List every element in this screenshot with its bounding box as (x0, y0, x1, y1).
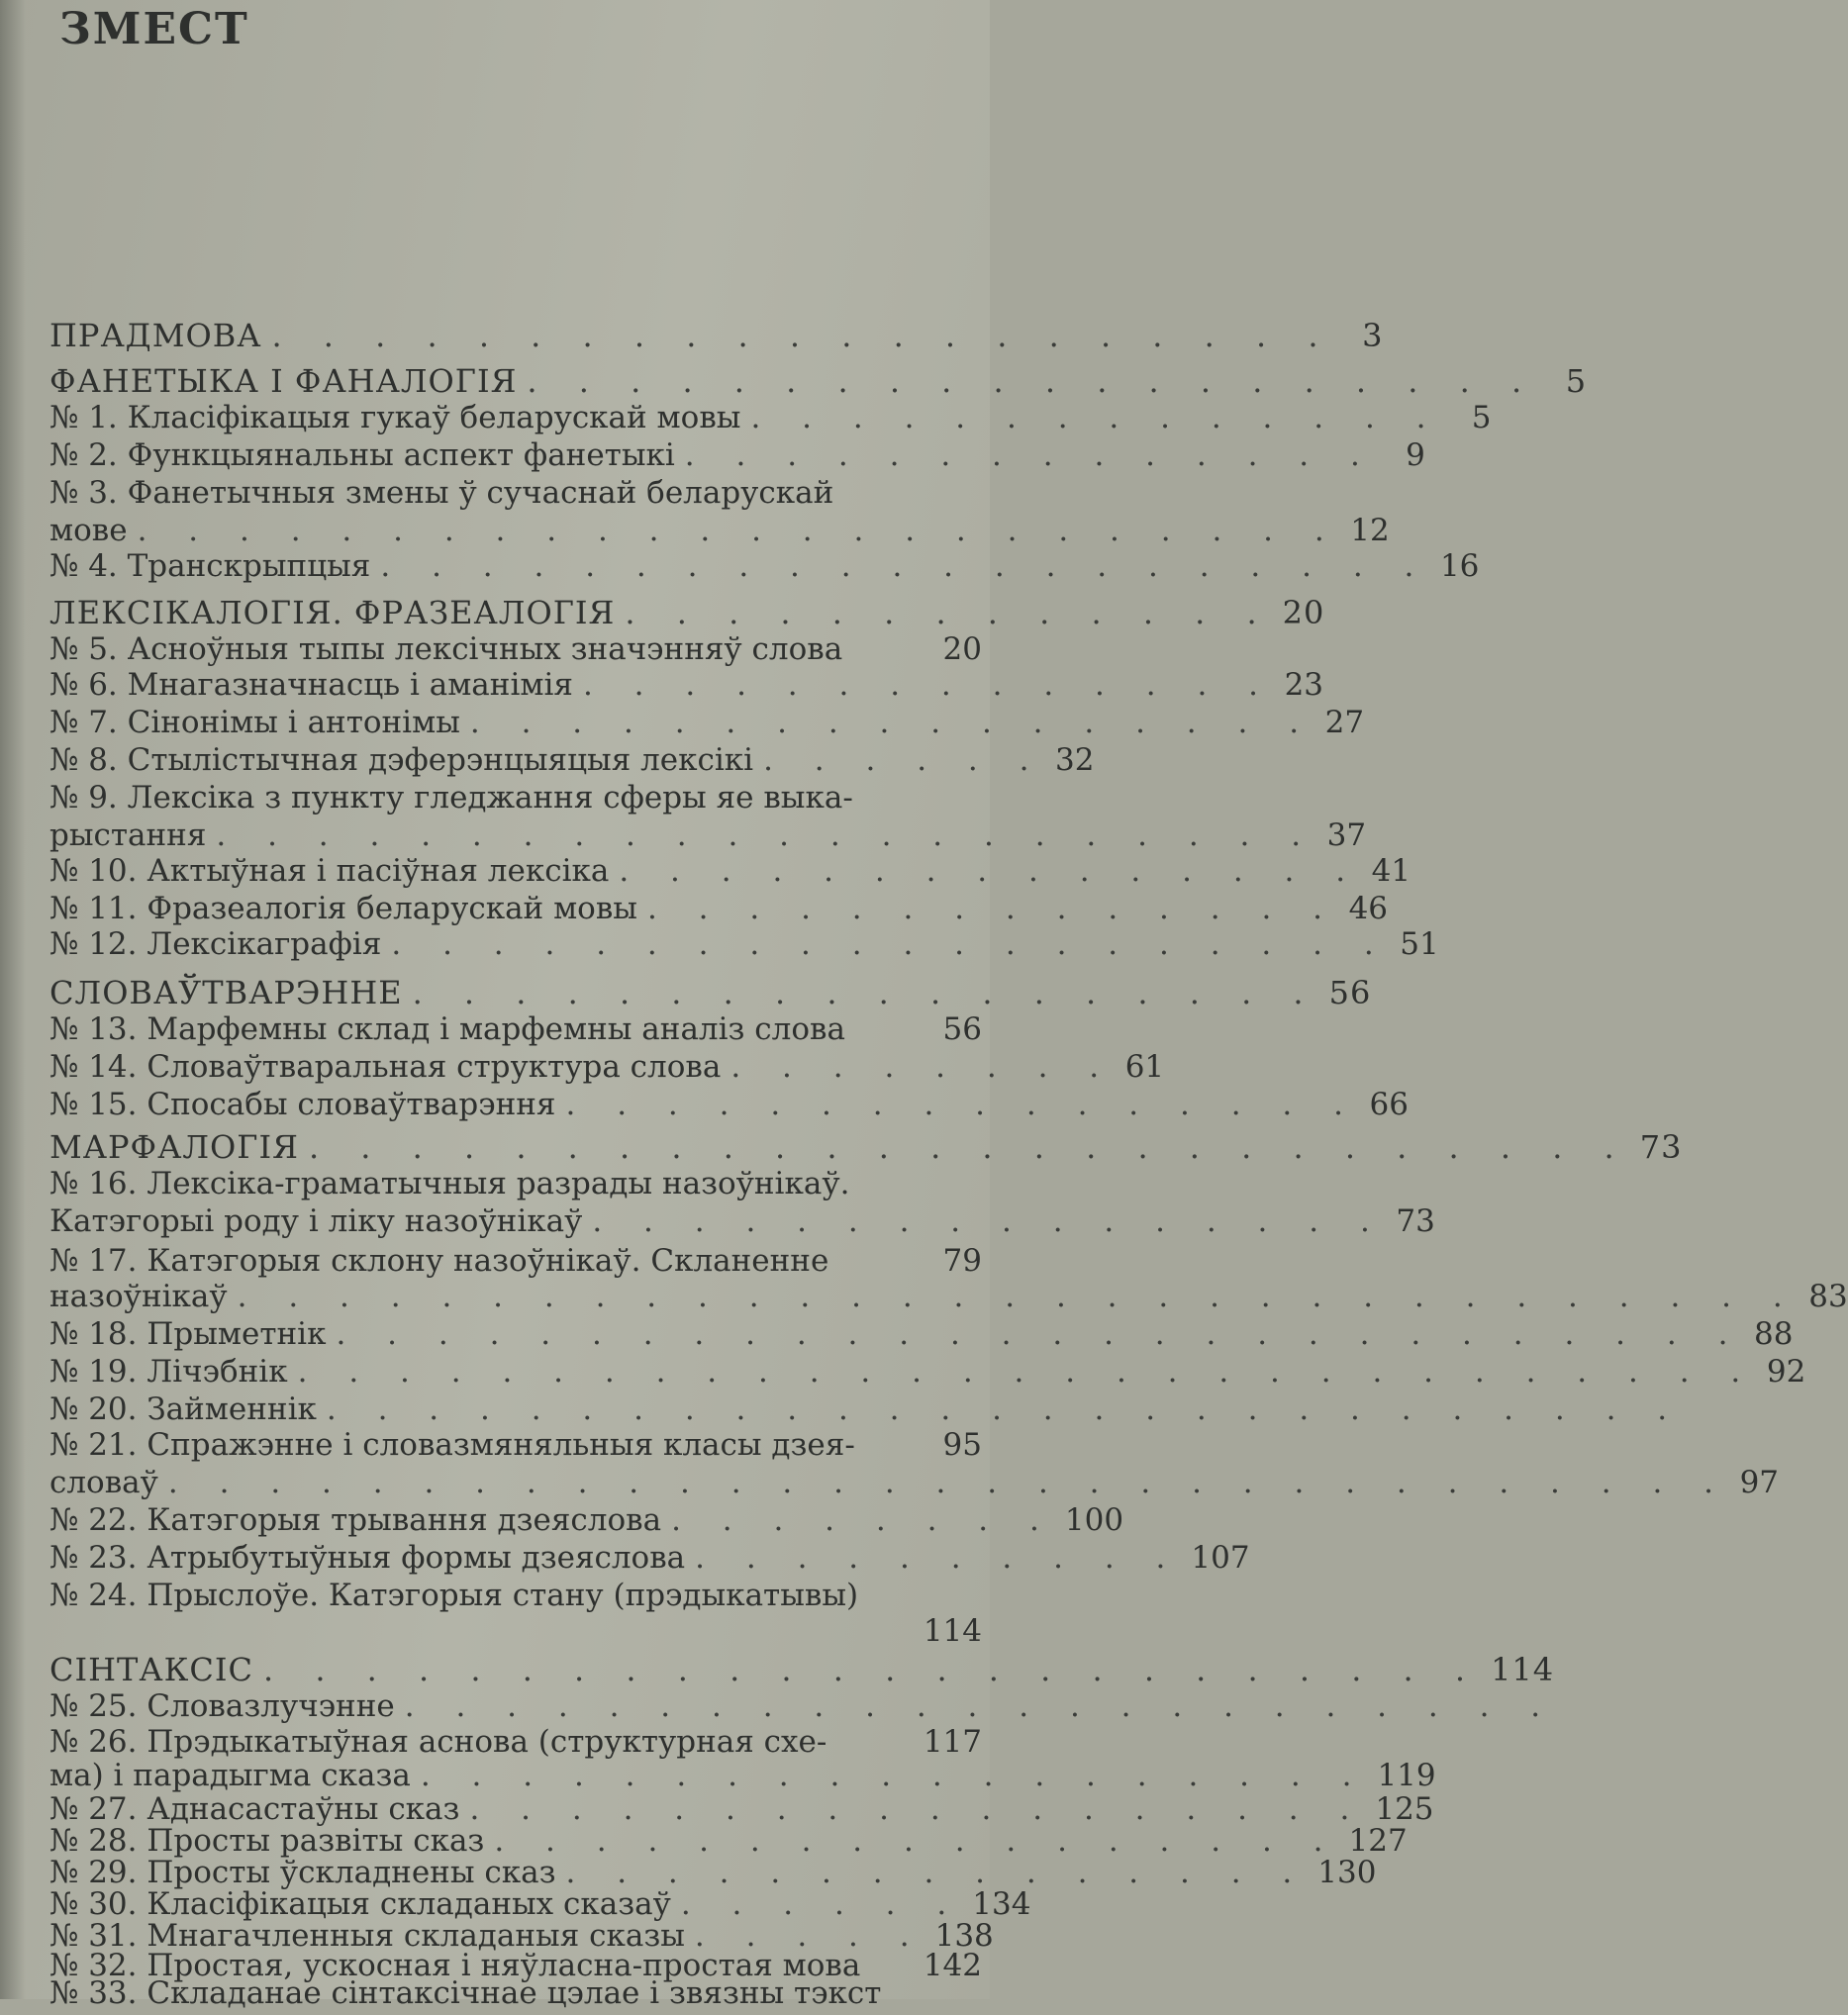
dot-leader: . . . . . . . . . . . . . . . . . . . . (391, 926, 1390, 962)
toc-line (49, 1578, 982, 1617)
toc-page-number: 5 (1471, 400, 1492, 435)
toc-line (49, 1540, 1250, 1580)
dot-leader: . . . . . . (680, 1886, 963, 1922)
dot-leader: . . . . . (694, 1918, 925, 1954)
toc-entry-title: № 10. Актыўная і пасіўная лексіка (49, 853, 610, 889)
toc-entry-title: № 4. Транскрыпцыя (49, 548, 371, 584)
toc-line (49, 1279, 1848, 1318)
dot-leader: . . . . . . . . . . . . . . . . . . . (420, 1758, 1368, 1793)
toc-line (49, 1128, 1683, 1168)
toc-entry-title: № 5. Асноўныя тыпы лексічных значэнняў слова (49, 631, 843, 667)
toc-entry-title: № 7. Сінонімы і антонімы (49, 705, 460, 740)
toc-page-number: 20 (942, 631, 982, 667)
toc-entry-title: Катэгорыі роду і ліку назоўнікаў (49, 1203, 583, 1239)
toc-page-number: 16 (1439, 548, 1480, 584)
toc-entry-title: № 23. Атрыбутыўныя формы дзеяслова (49, 1540, 686, 1576)
toc-entry-title: № 28. Просты развіты сказ (49, 1823, 485, 1859)
toc-entry-title: № 22. Катэгорыя трывання дзеяслова (49, 1502, 662, 1538)
toc-entry-title: № 20. Займеннік (49, 1391, 317, 1427)
dot-leader: . . . . . . . . . . . . . . . . . . . . . . . (404, 1688, 1557, 1724)
toc-entry-title: № 8. Стылістычная дэферэнцыяцыя лексікі (49, 742, 754, 778)
toc-entry-title: словаў (49, 1465, 158, 1500)
toc-page-number: 20 (1282, 594, 1325, 631)
toc-entry-title: № 32. Простая, ускосная і няўласна-простая мова (49, 1948, 861, 1983)
dot-leader: . . . . . . . . . . (695, 1540, 1182, 1576)
dot-leader: . . . . . . . . . . . . . . . . . . . . . . . . . . . . . . . (237, 1279, 1799, 1314)
toc-line (49, 594, 1325, 633)
toc-line (49, 1502, 1124, 1542)
toc-line (49, 1427, 982, 1467)
toc-entry-title: № 31. Мнагачленныя складаныя сказы (49, 1918, 685, 1954)
toc-entry-title: № 1. Класіфікацыя гукаў беларускай мовы (49, 400, 741, 435)
toc-page-number: 127 (1348, 1823, 1408, 1859)
toc-entry-title: рыстання (49, 817, 207, 853)
toc-entry-title: СІНТАКСІС (49, 1651, 253, 1688)
toc-page-number: 41 (1371, 853, 1411, 889)
toc-entry-title: № 33. Складанае сінтаксічнае цэлае і звязны тэкст (49, 1975, 882, 2011)
toc-line (49, 1087, 1409, 1126)
toc-line (49, 400, 1492, 439)
toc-page-number: 23 (1284, 667, 1324, 703)
toc-line (49, 1688, 1557, 1728)
dot-leader: . . . . . . . . . . . . . . (750, 400, 1442, 435)
dot-leader: . . . . . . . . . . . . . . . (565, 1855, 1309, 1890)
toc-page-number: 100 (1064, 1502, 1124, 1538)
toc-line (49, 1391, 1684, 1431)
toc-entry-title: № 16. Лексіка-граматычныя разрады назоўнікаў. (49, 1166, 850, 1201)
toc-page-number: 27 (1324, 705, 1365, 740)
dot-leader: . . . . . . . . . . . . . . (684, 437, 1376, 473)
toc-page-number: 56 (942, 1011, 982, 1047)
toc-line (49, 742, 1095, 782)
toc-line (49, 1651, 1555, 1690)
toc-entry-title: № 19. Лічэбнік (49, 1354, 288, 1390)
dot-leader: . . . . . . . . . . . . . . . . . . . . . . . . . . . (326, 1391, 1684, 1427)
toc-line (49, 974, 1372, 1013)
toc-entry-title: ЛЕКСІКАЛОГІЯ. ФРАЗЕАЛОГІЯ (49, 594, 616, 631)
toc-page-number: 117 (923, 1724, 982, 1760)
toc-line (49, 667, 1324, 707)
toc-line (49, 317, 1384, 356)
dot-leader: . . . . . . . . . . . . . . (646, 891, 1339, 926)
toc-line (49, 780, 982, 819)
toc-line (49, 631, 982, 671)
toc-entry-title: ПРАДМОВА (49, 317, 262, 354)
dot-leader: . . . . . . . . . . . . . . . . . . . . . . . . (262, 1651, 1482, 1688)
toc-line (49, 362, 1588, 402)
toc-line (49, 437, 1425, 477)
toc-entry-title: № 6. Мнагазначнасць і аманімія (49, 667, 573, 703)
toc-page-number: 5 (1565, 362, 1588, 400)
toc-entry-title: № 11. Фразеалогія беларускай мовы (49, 891, 637, 926)
toc-line (49, 817, 1367, 857)
toc-entry-title: назоўнікаў (49, 1279, 228, 1314)
toc-line (49, 891, 1389, 930)
toc-page-number: 51 (1400, 926, 1439, 962)
toc-page-number: 12 (1350, 513, 1390, 548)
dot-leader: . . . . . . . . . . . . . . . . . . . . . (271, 317, 1334, 354)
toc-page-number: 73 (1396, 1203, 1435, 1239)
dot-leader: . . . . . . . . . . . . . . . . . (494, 1823, 1339, 1859)
toc-page-number: 66 (1369, 1087, 1409, 1122)
toc-page-number: 79 (942, 1243, 982, 1279)
toc-entry-title: № 13. Марфемны склад і марфемны аналіз слова (49, 1011, 845, 1047)
toc-page-number: 83 (1808, 1279, 1848, 1314)
dot-leader: . . . . . . . . . . . . . . . . . . (469, 1791, 1366, 1827)
toc-page-number: 134 (972, 1886, 1031, 1922)
toc-entry-title: № 18. Прыметнік (49, 1316, 327, 1352)
toc-page-number: 9 (1406, 437, 1425, 473)
toc-entry-title: № 30. Класіфікацыя складаных сказаў (49, 1886, 671, 1922)
toc-entry-title: МАРФАЛОГІЯ (49, 1128, 299, 1166)
dot-leader: . . . . . . . . . . . . . . . . . . . . . . . . (137, 513, 1340, 548)
dot-leader: . . . . . . (763, 742, 1045, 778)
toc-entry-title: № 24. Прыслоўе. Катэгорыя стану (прэдыкатывы) (49, 1578, 859, 1613)
toc-line (49, 1975, 982, 2015)
dot-leader: . . . . . . . . . . . . . . . . . . . . . . . . . . . . . . . (167, 1465, 1730, 1500)
toc-entry-title: № 9. Лексіка з пункту гледжання сферы яе выка- (49, 780, 853, 816)
toc-line (49, 1613, 982, 1653)
toc-line (49, 705, 1365, 744)
dot-leader: . . . . . . . . . . . . . . . . . . . . . (380, 548, 1430, 584)
toc-page-number: 56 (1328, 974, 1372, 1011)
toc-entry-title: № 21. Спражэнне і словазмяняльныя класы дзея- (49, 1427, 855, 1463)
toc-line (49, 475, 982, 515)
toc-page-number: 138 (934, 1918, 994, 1954)
toc-entry-title: № 2. Функцыянальны аспект фанетыкі (49, 437, 675, 473)
toc-entry-title: № 29. Просты ўскладнены сказ (49, 1855, 556, 1890)
dot-leader: . . . . . . . . . . . . . . . . . . . . . . (216, 817, 1317, 853)
toc-entry-title: № 12. Лексікаграфія (49, 926, 382, 962)
toc-entry-title: № 3. Фанетычныя змены ў сучаснай беларускай (49, 475, 834, 511)
toc-entry-title: № 26. Прэдыкатыўная аснова (структурная схе- (49, 1724, 827, 1760)
toc-line (49, 853, 1411, 893)
toc-line (49, 1011, 982, 1051)
dot-leader: . . . . . . . . . . . . . . . . . . (412, 974, 1319, 1011)
toc-page-number: 46 (1348, 891, 1389, 926)
toc-page-number: 142 (923, 1948, 982, 1983)
toc-entry-title: № 15. Спосабы словаўтварэння (49, 1087, 556, 1122)
toc-page-number: 88 (1754, 1316, 1794, 1352)
toc-entry-title: мове (49, 513, 128, 548)
dot-leader: . . . . . . . . . . . . . . . . (565, 1087, 1359, 1122)
toc-entry-title: СЛОВАЎТВАРЭННЕ (49, 974, 403, 1011)
toc-page-number: 73 (1639, 1128, 1683, 1166)
toc-page-number: 130 (1317, 1855, 1377, 1890)
toc-page-number: 97 (1739, 1465, 1780, 1500)
dot-leader: . . . . . . . . . . . . . . (582, 667, 1275, 703)
dot-leader: . . . . . . . . . . . . . (625, 594, 1273, 631)
toc-line (49, 1316, 1794, 1356)
toc-line (49, 1203, 1435, 1243)
dot-leader: . . . . . . . . . . . . . . . . (592, 1203, 1386, 1239)
toc-page-number: 114 (1491, 1651, 1555, 1688)
toc-line (49, 513, 1390, 552)
toc-page-number: 61 (1124, 1049, 1165, 1085)
toc-entry-title: ФАНЕТЫКА І ФАНАЛОГІЯ (49, 362, 518, 400)
toc-line (49, 1465, 1780, 1504)
toc-line (49, 1049, 1165, 1089)
toc-page-number: 3 (1362, 317, 1384, 354)
toc-entry-title: № 27. Аднасастаўны сказ (49, 1791, 460, 1827)
toc-page-number: 125 (1375, 1791, 1434, 1827)
dot-leader: . . . . . . . . . . . . . . . . . . . . (527, 362, 1538, 400)
toc-entry-title: № 25. Словазлучэнне (49, 1688, 395, 1724)
toc-page-number: 95 (942, 1427, 982, 1463)
toc-page-number: 107 (1191, 1540, 1250, 1576)
toc-page-number: 114 (923, 1613, 982, 1649)
dot-leader: . . . . . . . . . . . . . . . . . . . . . . . . . . . . . (297, 1354, 1757, 1390)
dot-leader: . . . . . . . . . . . . . . . . . (469, 705, 1315, 740)
toc-line (49, 548, 1480, 588)
toc-page-number: 32 (1055, 742, 1095, 778)
dot-leader: . . . . . . . . . . . . . . . . . . . . . . . . . . (308, 1128, 1630, 1166)
toc-line (49, 1354, 1806, 1393)
toc-entry-title: № 17. Катэгорыя склону назоўнікаў. Скланенне (49, 1243, 829, 1279)
toc-page-number: 37 (1326, 817, 1367, 853)
toc-line (49, 1166, 982, 1205)
toc-line (49, 926, 1439, 966)
toc-entry-title: № 14. Словаўтваральная структура слова (49, 1049, 722, 1085)
dot-leader: . . . . . . . . . . . . . . . . . . . . . . . . . . . . (336, 1316, 1744, 1352)
dot-leader: . . . . . . . . . . . . . . . (619, 853, 1362, 889)
dot-leader: . . . . . . . . (671, 1502, 1055, 1538)
dot-leader: . . . . . . . . (730, 1049, 1116, 1085)
toc-entry-title: ма) і парадыгма сказа (49, 1758, 411, 1793)
page-heading: ЗМЕСТ (59, 4, 249, 54)
toc-page-number: 119 (1377, 1758, 1436, 1793)
toc-line (49, 1243, 982, 1283)
toc-page-number: 92 (1766, 1354, 1806, 1390)
